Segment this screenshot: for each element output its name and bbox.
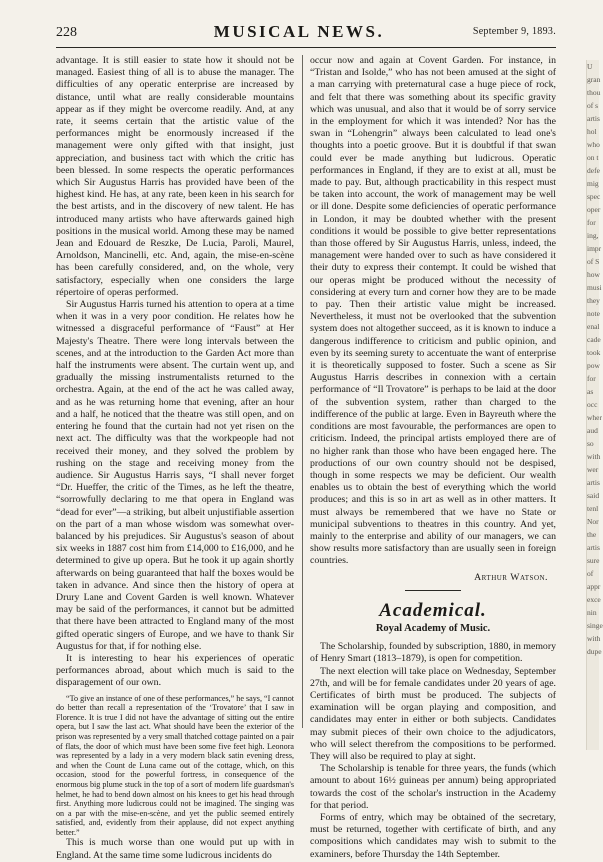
- margin-fragment: cade: [587, 335, 601, 344]
- margin-fragment: with: [587, 634, 601, 643]
- margin-fragment: appr: [587, 582, 601, 591]
- margin-fragment: nin: [587, 608, 597, 617]
- section-rule: [405, 590, 461, 591]
- article-paragraph: advantage. It is still easier to state how it should not be managed. Easiest thing of all is to abuse the manager. The difficulties of any operatic enterprise are increased by distance, until what are really considerable mountains appear as if they might be overcome readily. And, at any rate, it seems certain that the artistic value of the performances might be enormously increased if the management were only gifted with that insight, just appreciation, and business tact with which the critic has been blessed. In some respects the operatic performances which Sir Augustus Harris has provided have been of the highest kind. He has, at any rate, been keen in his search for the best artists, and in the discovery of new talent. He has introduced many artists who have afterwards gained high positions in the musical world. Among these may be named Jean and Edouard de Reszke, De Lucia, Paroli, Maurel, Arnoldson, Mancinelli, etc. And, again, the mise-en-scène has been carefully considered, and, on the whole, very satisfactory, especially when one considers the large répertoire of operas performed.: [56, 55, 294, 298]
- margin-fragment: singe: [587, 621, 603, 630]
- margin-fragment: artis: [587, 114, 600, 123]
- right-column: [310, 55, 556, 861]
- margin-fragment: thou: [587, 88, 601, 97]
- academy-paragraph: The Scholarship is tenable for three years, the funds (which amount to about 16½ guineas per annum) being appropriated towards the cost of the scholar's instruction in the Academy for that period.: [310, 763, 556, 811]
- academy-paragraph: Forms of entry, which may be obtained of the secretary, must be returned, together with certificate of birth, and any compositions which candidates may wish to submit to the examiners, before Thursday the 14th September.: [310, 811, 556, 860]
- author-signature: Arthur Watson.: [474, 571, 548, 583]
- masthead-title: MUSICAL NEWS.: [213, 22, 385, 41]
- column-divider: [302, 55, 303, 728]
- margin-fragment: they: [587, 296, 600, 305]
- margin-fragment: for: [587, 374, 596, 383]
- margin-fragment: note: [587, 309, 600, 318]
- section-heading: Academical.: [379, 599, 487, 621]
- margin-fragment: ing,: [587, 231, 599, 240]
- margin-fragment: mig: [587, 179, 599, 188]
- margin-fragment: who: [587, 140, 600, 149]
- margin-fragment: pow: [587, 361, 600, 370]
- margin-fragment: Nor: [587, 517, 599, 526]
- left-column: [56, 55, 294, 862]
- margin-fragment: for: [587, 218, 596, 227]
- margin-fragment: impr: [587, 244, 602, 253]
- section-subheading: Royal Academy of Music.: [375, 622, 491, 634]
- margin-fragment: sure: [587, 556, 600, 565]
- margin-fragment: tenl: [587, 504, 599, 513]
- margin-fragment: enal: [587, 322, 600, 331]
- margin-fragment: took: [587, 348, 601, 357]
- margin-fragment: hol: [587, 127, 597, 136]
- margin-fragment: of s: [587, 101, 599, 110]
- margin-fragment: the: [587, 530, 597, 539]
- margin-fragment: gran: [587, 75, 601, 84]
- page-number: 228: [56, 25, 77, 40]
- margin-fragment: defe: [587, 166, 600, 175]
- margin-fragment: wher: [587, 413, 602, 422]
- margin-fragment: artis: [587, 478, 600, 487]
- margin-fragment: artis: [587, 543, 600, 552]
- margin-fragment: spec: [587, 192, 601, 201]
- adjacent-page-margin: [586, 60, 603, 750]
- margin-fragment: dupe: [587, 647, 602, 656]
- margin-fragment: U: [587, 62, 593, 71]
- academy-paragraph: The next election will take place on Wednesday, September 27th, and will be for female candidates under 20 years of age. Certificates of birth must be produced. The subjects of examination will be organ playing and composition, and candidates may enter in either or both subjects. Candidates may submit pieces of their own choice to the adjudicators, who will select therefrom the compositions to be performed. They will also be required to play at sight.: [310, 665, 556, 762]
- article-paragraph: It is interesting to hear his experiences of operatic performances abroad, about which much is said to the disparagement of our own.: [56, 652, 294, 689]
- academy-paragraph: The Scholarship, founded by subscription, 1880, in memory of Henry Smart (1813–1879), is open for competition.: [310, 641, 556, 665]
- margin-fragment: said: [587, 491, 600, 500]
- issue-date: September 9, 1893.: [472, 26, 556, 37]
- margin-fragment: occ: [587, 400, 598, 409]
- header-rule: [56, 47, 556, 48]
- margin-fragment: wer: [587, 465, 599, 474]
- margin-fragment: musi: [587, 283, 602, 292]
- margin-fragment: so: [587, 439, 594, 448]
- margin-fragment: of S: [587, 257, 600, 266]
- margin-fragment: as: [587, 387, 594, 396]
- article-paragraph: occur now and again at Covent Garden. For instance, in “Tristan and Isolde,” who has not been amused at the sight of a man carrying with preternatural case a huge piece of rock, and felt that there was something about its specific gravity which was unusual, and also that it would be of sorry service in the employment for which it was intended? Nor has the swan in “Lohengrin” always been calculated to lead one's thoughts into a poetic groove. But it is doubtful if that swan could ever be made anything but ludicrous. Operatic performances in England, if they are to exist at all, must be made to pay. But, although practicability in this respect must be taken into account, the work of management may be well or ill done. Despite some deficiencies of operatic performance in London, it may be doubted whether with the present conditions it would be possible to give better representations than those offered by Sir Augustus Harris, unless, indeed, the management were handed over to such as have considered it their duty to express their contempt. It could be wished that our operas might be produced without the necessity of considering at every turn and corner how they are to be made to pay. Then their artistic value might be increased. Nevertheless, it must not be overlooked that the subvention system does not altogether succeed, as it is known to induce a dangerous indifference to criticism and public opinion, and even by its seeming surety to accentuate the want of enterprise it is theoretically supposed to foster. Such a scene as Sir Augustus Harris describes in connexion with a certain performance of “Il Trovatore” is perhaps to be laid at the door of the subvention system, rather than charged to the indifference of the public at large. Even in Bayreuth where the conditions are most favourable, the performances are open to criticism. Indeed, the principal artists employed there are of no higher rank than those who have been engaged here. The productions of our own country should not be despised, though in some respects we may be deficient. Our wealth enables us to obtain the best of everything which the world produces; and this is so in art as well as in other matters. It must always be remembered that we have no State or municipal subventions to theatres in this country. And yet, mainly to the enterprise and ability of our managers, we can show results more satisfactory than are usually seen in foreign countries.: [310, 55, 556, 567]
- margin-fragment: exce: [587, 595, 601, 604]
- margin-fragment: how: [587, 270, 600, 279]
- margin-fragment: on t: [587, 153, 599, 162]
- article-paragraph: Sir Augustus Harris turned his attention to opera at a time when it was in a very poor condition. He relates how he witnessed a disgraceful performance of “Faust” at Her Majesty's Theatre. There were long intervals between the scenes, and at the introduction to the Garden Act more than half the instruments were absent. The curtain went up, and gradually the missing instrumentalists returned to the orchestra. Again, at the end of the act he was called away, and as he was returning home that evening, after an hour and a half, he noticed that the theatre was still open, and on entering he found that the curtain had not yet risen on the next act. The difficulty was that the workpeople had not received their money, and they solved the problem by rushing on the stage and receiving money from the audience. Sir Augustus Harris says, “I shall never forget “Dr. Hueffer, the critic of the Times, as he left the theatre, “sorrowfully declaring to me that opera in England was “dead for ever”—a striking, but albeit unjustifiable assertion on the part of a man whose wisdom was somewhat over-balanced by his prejudices. Sir Augustus's season of about six weeks in 1887 cost him from £14,000 to £16,000, and he determined to give up opera. But he took it up again shortly afterwards on being guaranteed that half the boxes would be taken in advance. And since then the history of opera at Drury Lane and Covent Garden is well known. Whatever may be said of the performances, it cannot but be admitted that there have been attracted to England many of the most gifted operatic singers of Europe, and we have to thank Sir Augustus for that, if for nothing else.: [56, 299, 294, 652]
- margin-fragment: with: [587, 452, 601, 461]
- article-paragraph: This is much worse than one would put up with in England. At the same time some ludicrous incidents do: [56, 837, 294, 861]
- margin-fragment: aud: [587, 426, 598, 435]
- margin-fragment: oper: [587, 205, 601, 214]
- margin-fragment: of: [587, 569, 594, 578]
- block-quote: “To give an instance of one of these performances,” he says, “I cannot do better than recall a representation of the ‘Trovatore’ that I saw in Florence. It is true I did not have the advantage of sitting out the entire opera, but I saw the last act. What should have been the exterior of the prison was represented by a very small thatched cottage painted on a pair of flats, the door of which must have been some five feet high. Leonora was represented by a lady in a very modern black satin evening dress, and when the Count de Luna came out of the cottage, which, on this occasion, stood for the powerful fortress, in consequence of the enormous big plume stuck in the top of a sort of modern life guardsman's helmet, he had to bend down almost on his knees to get his head through first. Anything more ludicrous could not be imagined. The singing was on a par with the mise-en-scène, and yet the public seemed entirely satisfied, and, evidently from their applause, did not expect anything better.”: [56, 693, 294, 837]
